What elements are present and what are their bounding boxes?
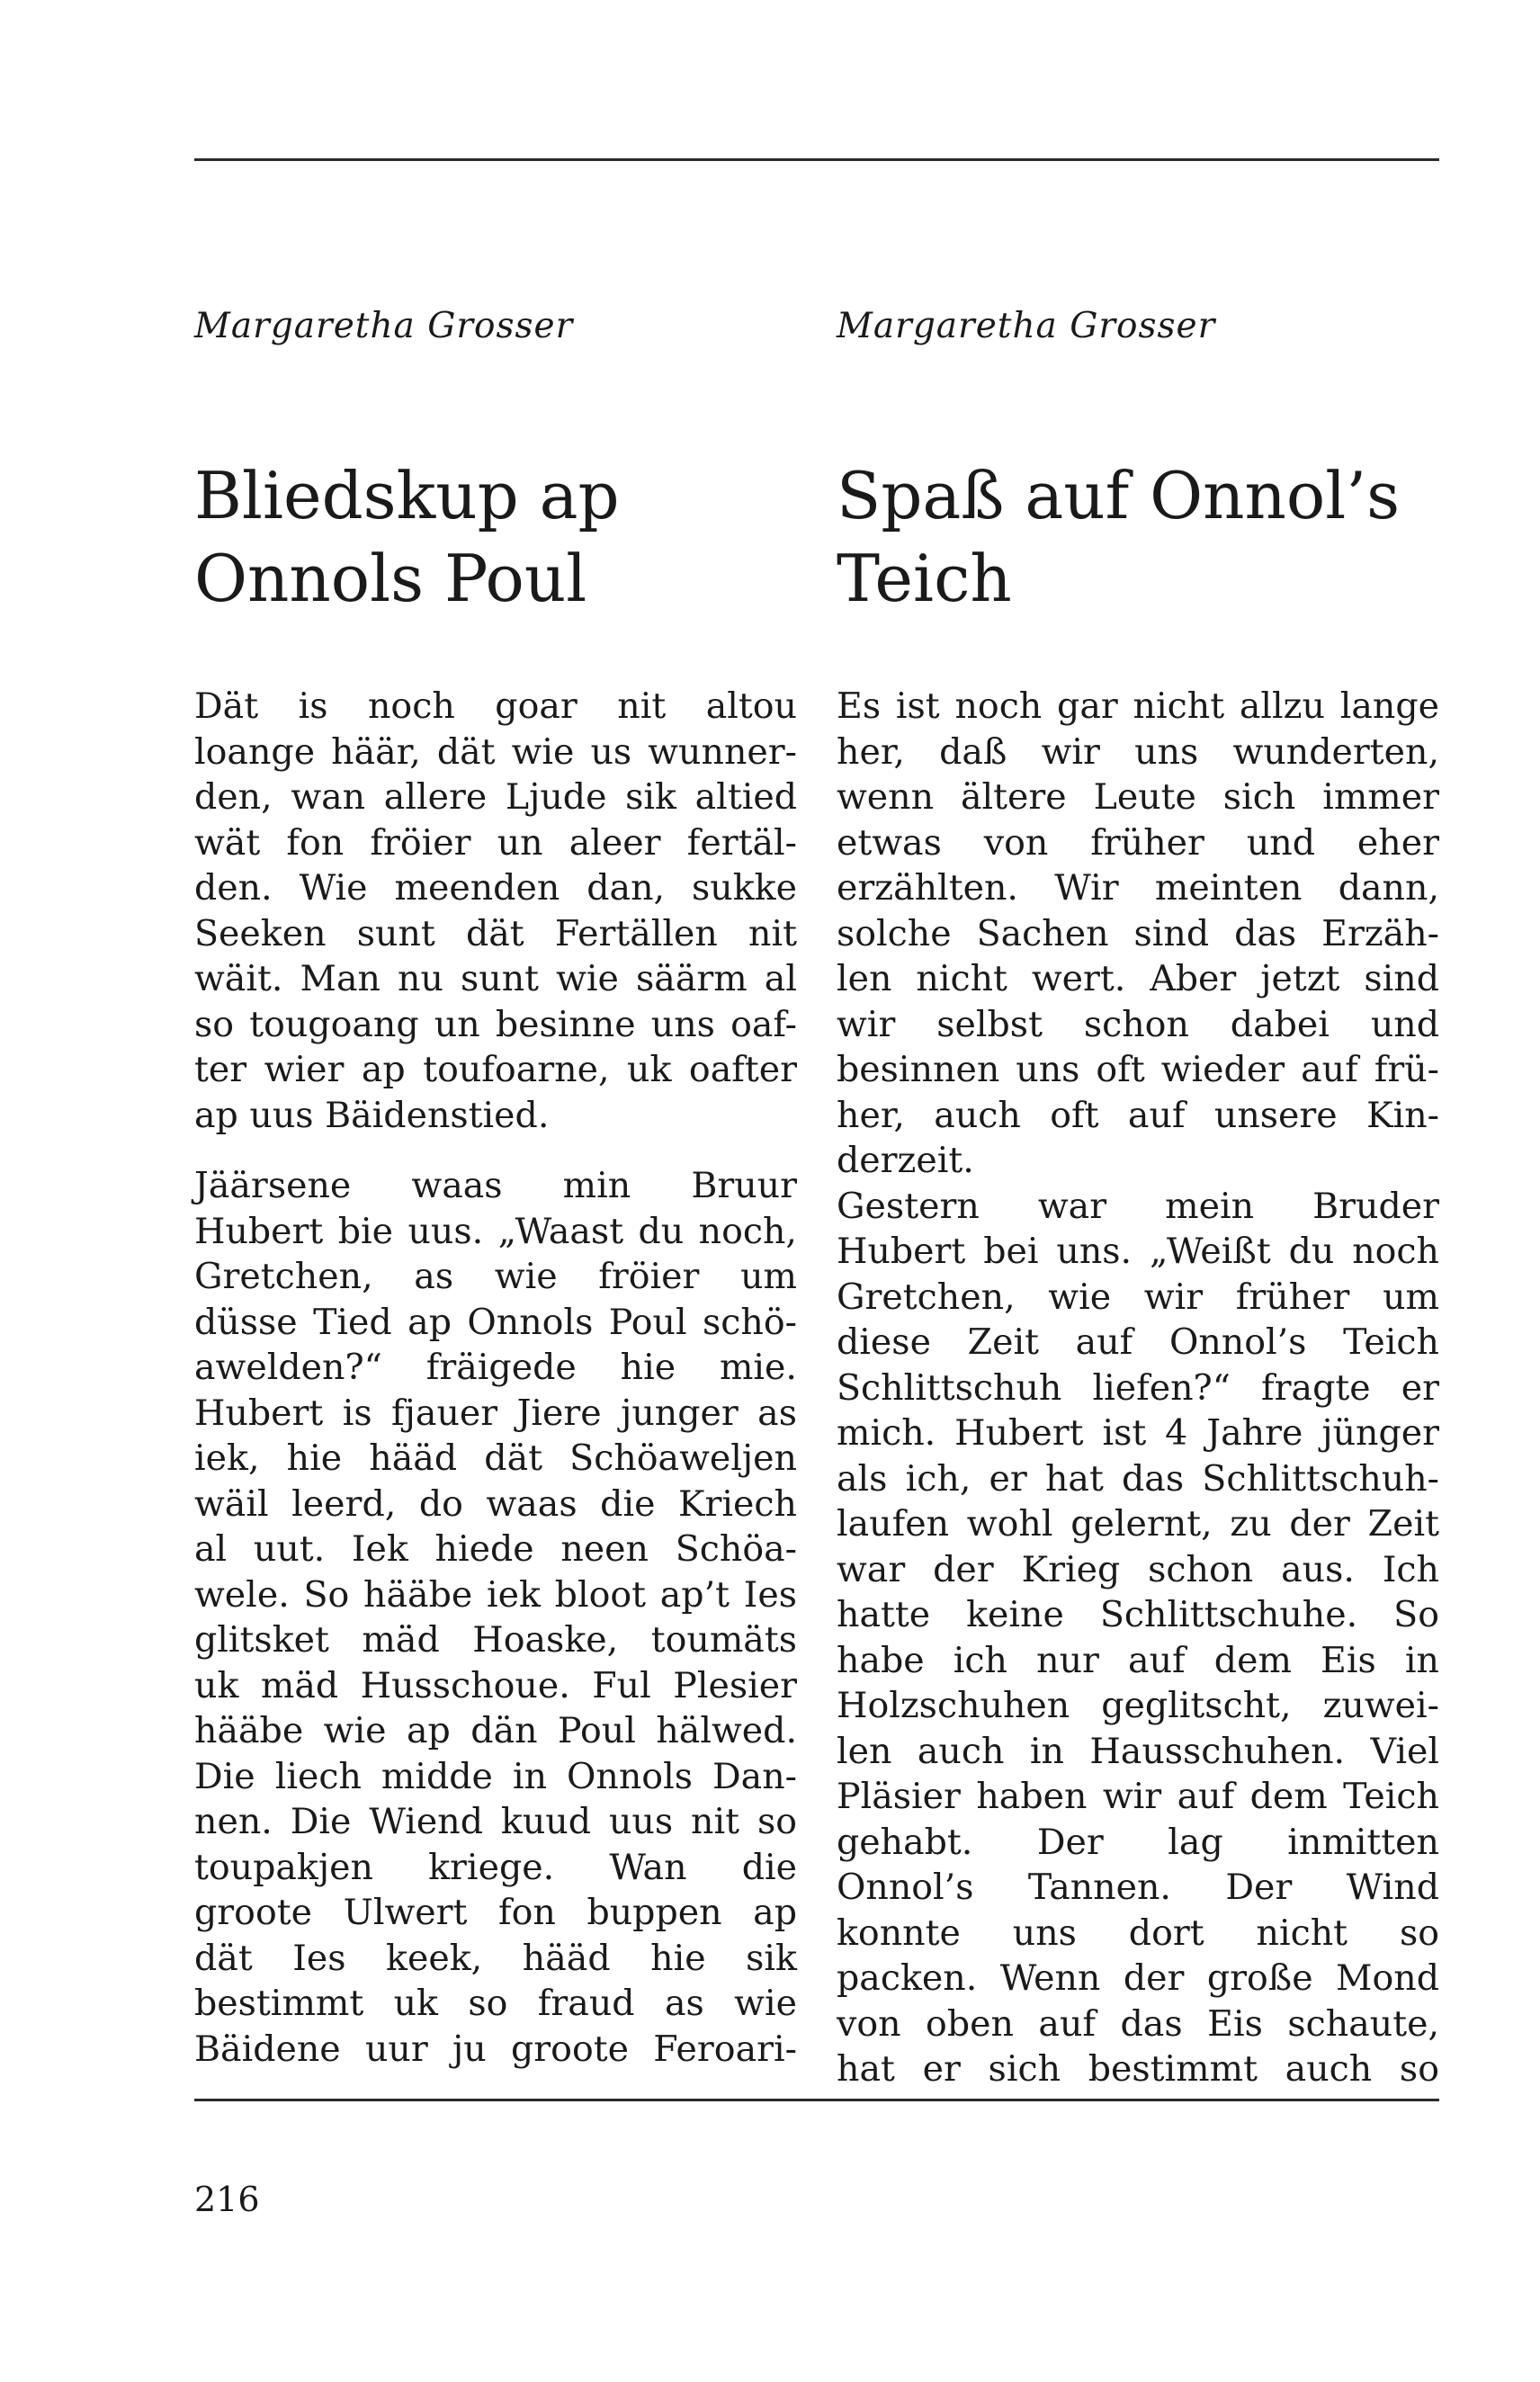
text-line: wir selbst schon dabei und <box>837 1003 1439 1045</box>
text-line: uk mäd Husschoue. Ful Plesier <box>194 1664 797 1706</box>
text-line: Onnol’s Tannen. Der Wind <box>837 1867 1439 1908</box>
text-line: groote Ulwert fon buppen ap <box>194 1892 797 1933</box>
text-line: al uut. Iek hiede neen Schöa- <box>194 1528 797 1570</box>
text-line: wele. So hääbe iek bloot ap’t Ies <box>194 1573 797 1616</box>
paragraph-gap <box>194 1138 797 1163</box>
text-line: Die liech midde in Onnols Dan- <box>194 1755 797 1797</box>
text-line: so tougoang un besinne uns oaf- <box>194 1003 797 1045</box>
text-line: bestimmt uk so fraud as wie <box>194 1983 797 2024</box>
text-line: Schlittschuh liefen?“ fragte er <box>837 1366 1439 1409</box>
text-line: als ich, er hat das Schlittschuh- <box>837 1457 1439 1500</box>
text-line: dät Ies keek, hääd hie sik <box>194 1937 797 1979</box>
text-line: Pläsier haben wir auf dem Teich <box>837 1776 1439 1817</box>
text-line: Gretchen, as wie fröier um <box>194 1256 797 1297</box>
text-line: etwas von früher und eher <box>837 821 1439 864</box>
text-line: den. Wie meenden dan, sukke <box>194 867 797 909</box>
text-line: wäil leerd, do waas die Kriech <box>194 1482 797 1525</box>
text-line: mich. Hubert ist 4 Jahre jünger <box>837 1412 1439 1454</box>
paragraph <box>837 684 1439 2092</box>
page-number: 216 <box>194 2180 260 2219</box>
text-line: Bäidene uur ju groote Feroari- <box>194 2028 797 2070</box>
text-line: Es ist noch gar nicht allzu lange <box>837 685 1439 727</box>
text-line: derzeit. <box>837 1140 974 1181</box>
text-line: len nicht wert. Aber jetzt sind <box>837 958 1439 999</box>
text-line: den, wan allere Ljude sik altied <box>194 776 797 818</box>
text-line: Hubert bie uus. „Waast du noch, <box>194 1210 797 1252</box>
body-right <box>837 684 1439 2092</box>
title-right-line-2: Teich <box>837 541 1012 616</box>
text-line: solche Sachen sind das Erzäh- <box>837 912 1439 954</box>
text-line: her, daß wir uns wunderten, <box>837 730 1439 773</box>
text-line: düsse Tied ap Onnols Poul schö- <box>194 1301 797 1343</box>
title-left <box>194 454 878 620</box>
text-line: her, auch oft auf unsere Kin- <box>837 1094 1439 1136</box>
body-left <box>194 684 797 2072</box>
text-line: konnte uns dort nicht so <box>837 1912 1439 1954</box>
text-line: awelden?“ fräigede hie mie. <box>194 1347 797 1388</box>
text-line: Gestern war mein Bruder <box>837 1185 1439 1227</box>
title-left-line-2: Onnols Poul <box>194 541 587 616</box>
text-line: wäit. Man nu sunt wie säärm al <box>194 958 797 999</box>
text-line: Seeken sunt dät Fertällen nit <box>194 912 797 954</box>
text-line: Dät is noch goar nit altou <box>194 685 797 727</box>
text-line: glitsket mäd Hoaske, toumäts <box>194 1619 797 1661</box>
text-line: nen. Die Wiend kuud uus nit so <box>194 1801 797 1842</box>
text-line: ter wier ap toufoarne, uk oafter <box>194 1049 797 1090</box>
text-line: toupakjen kriege. Wan die <box>194 1846 797 1888</box>
text-line: hääbe wie ap dän Poul hälwed. <box>194 1710 797 1751</box>
text-line: Gretchen, wie wir früher um <box>837 1276 1439 1318</box>
text-line: diese Zeit auf Onnol’s Teich <box>837 1321 1439 1363</box>
title-right-line-1: Spaß auf Onnol’s <box>837 458 1401 533</box>
bottom-rule <box>194 2099 1439 2101</box>
text-line: hat er sich bestimmt auch so <box>837 2048 1439 2090</box>
text-line: Hubert is fjauer Jiere junger as <box>194 1392 797 1434</box>
text-line: Hubert bei uns. „Weißt du noch <box>837 1231 1439 1272</box>
text-line: gehabt. Der lag inmitten <box>837 1821 1439 1863</box>
text-line: Jäärsene waas min Bruur <box>194 1165 797 1206</box>
text-line: packen. Wenn der große Mond <box>837 1957 1439 1999</box>
text-line: laufen wohl gelernt, zu der Zeit <box>837 1503 1439 1545</box>
title-left-line-1: Bliedskup ap <box>194 458 620 533</box>
top-rule <box>194 158 1439 161</box>
text-line: wenn ältere Leute sich immer <box>837 776 1439 818</box>
text-line: habe ich nur auf dem Eis in <box>837 1639 1439 1681</box>
author-right: Margaretha Grosser <box>837 306 1216 346</box>
text-line: hatte keine Schlittschuhe. So <box>837 1594 1439 1635</box>
author-left: Margaretha Grosser <box>194 306 574 346</box>
text-line: erzählten. Wir meinten dann, <box>837 867 1439 909</box>
paragraph <box>194 1163 797 2072</box>
paragraph <box>194 684 797 1138</box>
title-right <box>837 454 1520 620</box>
text-line: besinnen uns oft wieder auf frü- <box>837 1049 1439 1090</box>
text-line: wät fon fröier un aleer fertäl- <box>194 821 797 864</box>
text-line: loange häär, dät wie us wunner- <box>194 730 797 773</box>
text-line: Holzschuhen geglitscht, zuwei- <box>837 1685 1439 1726</box>
text-line: ap uus Bäidenstied. <box>194 1094 550 1136</box>
text-line: von oben auf das Eis schaute, <box>837 2002 1439 2045</box>
text-line: len auch in Hausschuhen. Viel <box>837 1730 1439 1772</box>
text-line: iek, hie hääd dät Schöaweljen <box>194 1437 797 1479</box>
text-line: war der Krieg schon aus. Ich <box>837 1548 1439 1590</box>
